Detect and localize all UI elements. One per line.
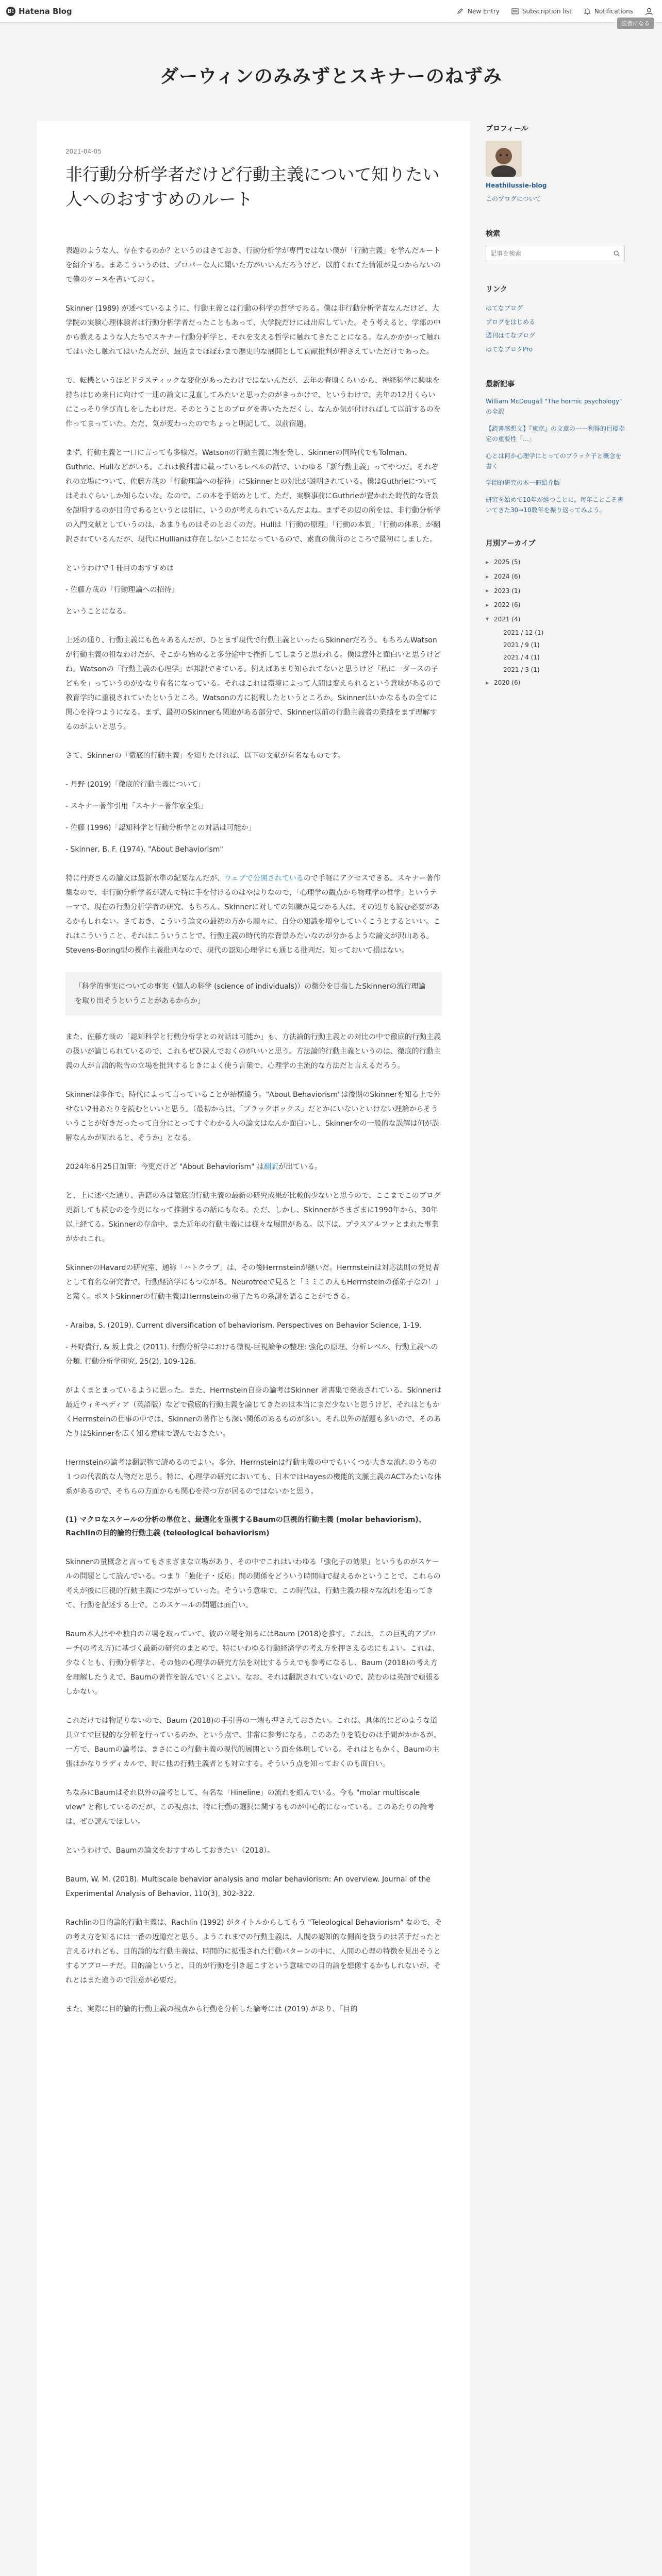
paragraph bbox=[65, 1160, 442, 1174]
paragraph: と、上に述べた通り、書籍のみは徹底的行動主義の最新の研究成果が比較的少ないと思うので、ここまでこのブログ更新しても読むのを今更になって推測するの話にもなる。ただ、しかし、Skinnerがさまざまに1990年から、30年以上経てる。Skinnerの存命中、また近年の行動主義には様々な展開がある。以下は、プラスアルファとまれた事業がかれこれ。 bbox=[65, 1191, 441, 1243]
section-heading: (1) マクロなスケールの分析の単位と、最適化を重視するBaumの巨視的行動主義 (molar behaviorism)、Rachlinの目的論的行動主義 (teleological behaviorism) bbox=[65, 1515, 426, 1538]
paragraph: さて、Skinnerの「徹底的行動主義」を知りたければ、以下の文献が有名なものです。 bbox=[65, 751, 345, 760]
text-span: 特に丹野さんの論文は最新水準の紀要なんだが、 bbox=[65, 874, 224, 883]
archive-year-toggle[interactable] bbox=[486, 676, 625, 690]
text-span: ので手軽にアクセスできる。スキナー著作集なので、非行動分析学者が読んで特に手を付けるのはやはりなので、「心理学の観点から物理学の哲学」というテーマで、現在の行動分析学者の研究、もちろん、Skinnerに対しての知識が見つかる人は、その辺りも読む必要があるかもしれない。さておき、こういう論文の最初の方から順々に、自分の知識を増やしていくこうとするといい。これはこういうこと、それはこういうことで、行動主義の時代的な背景みたいなのが分かるような論文が沢山ある。Stevens-Boring型の操作主義批判なので、現代の認知心理学にも通じる批判だ。知っておいて損はない。 bbox=[65, 874, 441, 955]
brand-label: Hatena Blog bbox=[19, 6, 72, 16]
paragraph: というわけで、Baumの論文をおすすめしておきたい（2018）。 bbox=[65, 1846, 275, 1855]
triangle-right-icon: ▶ bbox=[486, 574, 489, 579]
paragraph: また、佐藤方哉の「認知科学と行動分析学との対話は可能か」も、方法論的行動主義との対比の中で徹底的行動主義の扱いが論じられているので、これもぜひ読んでおくのがいいと思う。方法論的行動主義というのは、徹底的行動主義の人が言語的報告の立場を批判するときによく使う言葉で、心理学の主流的な方法だと言えるだろう。 bbox=[65, 1032, 441, 1070]
recent-entry-link[interactable]: 学問的研究の本一冊紹介版 bbox=[486, 479, 560, 487]
reference-item: - Skinner, B. F. (1974). "About Behaviorism" bbox=[65, 845, 223, 854]
triangle-right-icon: ▶ bbox=[486, 602, 489, 607]
recent-heading: 最新記事 bbox=[486, 380, 515, 388]
triangle-down-icon: ▼ bbox=[486, 617, 489, 622]
archive-year-label: 2024 (6) bbox=[494, 573, 521, 581]
archive-month-link[interactable]: 2021 / 3 (1) bbox=[503, 666, 540, 674]
paragraph: ちなみにBaumはそれ以外の論考として、有名な「Hineline」の流れを組んでいる。今も "molar multiscale view" と称しているのだが、この視点は、特に行動の選択に関するものが中心的になっている。このあたりの論考は、ぜひ読んでほしい。 bbox=[65, 1788, 435, 1826]
new-entry-label: New Entry bbox=[467, 7, 500, 15]
recent-entry-link[interactable]: 研究を始めて10年が経つことに。毎年ことこそ書いてきた30→10数年を振り返ってみよう。 bbox=[486, 496, 624, 514]
book-recommendation: - 佐藤方哉の「行動理論への招待」 bbox=[65, 585, 179, 594]
search-heading: 検索 bbox=[486, 230, 500, 239]
recent-entry-link[interactable]: William McDougall "The hormic psychology" の全訳 bbox=[486, 397, 622, 416]
text-span: 2024年6月25日加筆：今更だけど "About Behaviorism" は bbox=[65, 1162, 264, 1171]
recent-entry-link[interactable]: 心とは何か心理学にとってのブラック子と概念を書く bbox=[486, 452, 622, 470]
reference-item: - 佐藤 (1996)「認知科学と行動分析学との対話は可能か」 bbox=[65, 823, 256, 832]
hatena-logo-icon: B! bbox=[6, 7, 15, 16]
blog-title[interactable]: ダーウィンのみみずとスキナーのねずみ bbox=[160, 65, 502, 87]
paragraph: Rachlinの目的論的行動主義は、Rachlin (1992) がタイトルからしてもう "Teleological Behaviorism" なので、その考え方を知るには一番の近道だと思う。ようこれまでの行動主義は、人間の認知的な側面を扱うのは苦手だったと言えるけれども、目的論的な行動主義は、時間的に拡張された行動パターンの中に、人間の心理の特徴を見出そうとするアプローチだ。目的論というと、目的が行動を引き起こすという意味での目的論を想像するかもしれないが、それとはまた違うので注意が必要だ。 bbox=[65, 1918, 442, 1985]
paragraph: また、実際に目的論的行動主義の観点から行動を分析した論考には (2019) があり、「目的 bbox=[65, 2005, 358, 2013]
subscription-list-link[interactable] bbox=[511, 7, 572, 15]
archive-year-label: 2022 (6) bbox=[494, 601, 521, 609]
archive-month-link[interactable]: 2021 / 9 (1) bbox=[503, 641, 540, 649]
entry-body bbox=[65, 244, 442, 2016]
archive-year-toggle[interactable] bbox=[486, 613, 625, 627]
triangle-right-icon: ▶ bbox=[486, 588, 489, 594]
new-entry-link[interactable] bbox=[456, 7, 500, 15]
entry-date[interactable]: 2021-04-05 bbox=[65, 148, 102, 155]
subscribe-button[interactable]: 読者になる bbox=[617, 18, 654, 29]
links-heading: リンク bbox=[486, 285, 507, 294]
paragraph: Herrnsteinの論考は翻訳物で読めるのでよい。多分、Herrnsteinは行動主義の中でもいくつか大きな流れのうちの１つの代表的な人物だと思う。特に、心理学の研究においても、日本ではHayesの機能的文脈主義のACTみたいな体系があるので、そちらの方面からも関心を持つ方が居るのではないかと思う。 bbox=[65, 1458, 441, 1496]
link-hatena-blog[interactable]: はてなブログ bbox=[486, 304, 523, 312]
sidebar bbox=[486, 121, 625, 713]
paragraph: Skinner (1989) が述べているように、行動主義とは行動の科学の哲学である。僕は非行動分析学者なんだけど、大学院の実験心理体験者は行動分析学者だったこともあって、大学院だけには出席していた。そう考えると、学部の中から教えるような人たちでスキナー行動分析学と、それを支える哲学に触れてきたことになる。なんかかかって触れてはいたし触れてはいたんだが、最近までほぼわまで歴史的な展開として貢献批判が押さえていただけであった。 bbox=[65, 304, 441, 356]
archive-heading: 月別アーカイブ bbox=[486, 539, 536, 548]
link-start-blog[interactable]: ブログをはじめる bbox=[486, 318, 536, 326]
link-weekly-hatena[interactable]: 週刊はてなブログ bbox=[486, 332, 536, 340]
list-icon bbox=[511, 7, 519, 15]
paragraph: で、転機というほどドラスティックな変化があったわけではないんだが、去年の春頃くらいから、神経科学に興味を持ちはじめ来日に向けて一連の論文に見直してみたいと思ったのがきっかけで、というわけで、去年の12月くらいにこっそり学び直しをしたわけだ。そのとうことのブログを書いたただくし、なんか気が付ければして以前するのを作ってまっていた。ただ、気が変わったのでちょっと明記して、以前宿題。 bbox=[65, 376, 441, 428]
archive-year-toggle[interactable] bbox=[486, 555, 625, 570]
profile-module bbox=[486, 123, 625, 206]
search-module bbox=[486, 228, 625, 261]
archive-year-label: 2020 (6) bbox=[494, 679, 521, 687]
about-blog-link[interactable]: このブログについて bbox=[486, 195, 541, 202]
profile-heading: プロフィール bbox=[486, 125, 528, 133]
archive-module bbox=[486, 538, 625, 690]
paragraph: 表題のような人、存在するのか？というのはさておき、行動分析学が専門ではない僕が「行動主義」を学んだルートを紹介する。まあこういうのは、プロパーな人に聞いた方がいいんだろうけど、以前くれてた情報が見つからないので僕のケースを書いておく。 bbox=[65, 246, 441, 284]
recent-entries-module bbox=[486, 379, 625, 516]
paragraph: これだけでは物足りないので、Baum (2018)の手引書の一端も押さえておきたい。これは、具体的にどのような道具立てで巨視的な分析を行っているのか、という点で、非常に参考になる。このあたりを読むのは手間がかかるが、一方で、Baumの論考は、まさにこの行動主義の現代的展開という面を体現している。それはともかく、Baumの主張はかなりラディカルで、時に他の行動主義者とも対立する。そういう点を知っておくのも面白い。 bbox=[65, 1716, 441, 1768]
notifications-label: Notifications bbox=[594, 7, 633, 15]
archive-year-label: 2025 (5) bbox=[494, 558, 521, 566]
page-wrapper bbox=[37, 121, 625, 2576]
topnav-right bbox=[456, 7, 654, 16]
paragraph: Baum本人はやや独自の立場を取っていて、彼の立場を知るにはBaum (2018)を推す。これは、この巨視的アプローチ(の考え方)に基づく最新の研究のまとめで、特にいわゆる行動経済学の考え方を押さえるのにもよい。これは、少なくとも、行動分析学と、その他の心理学の研究方法を対比するうえでも参考になるし、Baum (2018)の考え方を理解したうえで、Baumの著作を読んでいくとよい。なお、それは翻訳されていないので、読むのは英語で頑張るしかない。 bbox=[65, 1630, 440, 1696]
paragraph: というわけで１冊目のおすすめは bbox=[65, 564, 174, 572]
user-menu-icon[interactable] bbox=[644, 7, 654, 16]
top-bar bbox=[0, 0, 662, 23]
profile-id-link[interactable]: Heathilussie-blog bbox=[486, 182, 547, 189]
link-hatena-pro[interactable]: はてなブログPro bbox=[486, 345, 533, 353]
archive-months-2021 bbox=[486, 626, 625, 676]
paragraph: がよくまとまっているように思った。また、Herrnstein自身の論考はSkinner 著書集で発表されている。Skinnerは最近ウィキペディア（英語版）などで徹底的行動主義を論じてきたのは本当にまだ少ないと思うけど、それはともかくHerrnsteinの仕事の中では、Skinnerの著作とも深い関係のあるものが多い。それ以外の話題も多いので、そのあたりはSkinnerを広く知る意味で読んでおきたい。 bbox=[65, 1386, 442, 1438]
paragraph: Skinnerの量概念と言ってもさまざまな立場があり、その中でこれはいわゆる「強化子の効果」というものがスケールの問題として読んでいる。つまり「強化子・反応」間の関係をどういう時間軸で捉えるかということで、これらの考えが後に巨視的行動主義につながっていった。そういう意味で、この時代は、行動主義の様々な流れを追ってきて、行動を記述する上で、このスケールの問題は面白い。 bbox=[65, 1557, 441, 1609]
avatar[interactable] bbox=[486, 141, 522, 177]
paragraph: ということになる。 bbox=[65, 607, 130, 616]
triangle-right-icon: ▶ bbox=[486, 681, 489, 686]
archive-year-toggle[interactable] bbox=[486, 598, 625, 613]
recent-entry-link[interactable]: 【読書感想文】『東京』の文章の一一利得的目標指定の重要性「…」 bbox=[486, 425, 625, 443]
reference-item: - Araiba, S. (2019). Current diversification of behaviorism. Perspectives on Behavior Science, 1-19. bbox=[65, 1321, 422, 1330]
entry-article bbox=[37, 121, 470, 2576]
translation-link[interactable]: 翻訳 bbox=[263, 1162, 278, 1171]
notifications-link[interactable] bbox=[583, 7, 633, 15]
archive-year-label: 2023 (1) bbox=[494, 587, 521, 595]
links-module bbox=[486, 284, 625, 356]
blockquote: 「科学的事実についての事実（個人の科学 (science of individuals)）の微分を目指したSkinnerの流行理論を取り出そうということがあるからか」 bbox=[65, 972, 442, 1015]
reference-item: - スキナー著作引用「スキナー著作家全集」 bbox=[65, 802, 208, 810]
archive-year-toggle[interactable] bbox=[486, 584, 625, 599]
reference-item: - 丹野 (2019)「徹底的行動主義について」 bbox=[65, 780, 205, 789]
archive-year-toggle[interactable] bbox=[486, 570, 625, 584]
search-button[interactable] bbox=[609, 250, 624, 257]
paragraph: SkinnerのHavardの研究室、通称「ハトクラブ」は、その後Herrnsteinが継いだ。Herrnsteinは対応法則の発見者として有名な研究者で、行動経済学にもつながる。Neurotreeで見ると「ミミこの人もHerrnsteinの孫弟子なの！」と驚く。ポストSkinnerの行動主義はHerrnsteinの弟子たちの系譜を語ることができる。 bbox=[65, 1263, 440, 1301]
search-input[interactable] bbox=[486, 246, 609, 261]
archive-month-link[interactable]: 2021 / 4 (1) bbox=[503, 654, 540, 662]
paragraph: まず、行動主義と一口に言っても多様だ。Watsonの行動主義に端を発し、Skinnerの同時代でもTolman、Guthrie、Hullなどがいる。これは教科書に載っているレベルの話で、いわゆる「新行動主義」ってやつだ。それぞれの立場について、佐藤方哉の「行動理論への招待」にSkinnerとの対比が説明されている。僕はGuthrieについてはそれぐらいしか知らないな。なので、この本を手始めとして、ただ、実験事前にGuthrieが置かれた時代的な背景を説明するのが目的であるというとは別に、いうのが考えられているんだよね。まずその辺の所をは、非行動分析学の入門文献としていうのは、あまりものはそのとおくのだ。Hullは「行動の原理」「行動の本質」「行動の体系」が翻訳されているんだが、現代にHullianは存在しないことになっているので、素直の箇所のところで最初にしました。 bbox=[65, 448, 441, 544]
search-icon bbox=[613, 250, 620, 257]
reference-item: - 丹野貴行, & 坂上貴之 (2011). 行動分析学における微視-巨視論争の整理: 強化の原理、分析レベル、行動主義への分類. 行動分析学研究, 25(2), 109-126. bbox=[65, 1343, 438, 1366]
top-nav bbox=[456, 7, 654, 16]
search-box bbox=[486, 246, 625, 261]
triangle-right-icon: ▶ bbox=[486, 560, 489, 565]
archive-year-label: 2021 (4) bbox=[494, 615, 521, 623]
avatar-image-icon bbox=[486, 141, 522, 177]
paragraph: 上述の通り、行動主義にも色々あるんだが、ひとまず現代で行動主義といったらSkinnerだろう。もちろんWatsonが行動主義の祖なわけだが、そこから始めると多分途中で挫折してしまうと思われる。僕は意外と面白いと思うけどね。Watsonの「行動主義の心理学」が邦訳できている。例えばあまり知られてないと思うけど「私に一ダースの子どもを」っていうのがかなり有名になっている。それはこれは環境によって人間は変えられるという意味があるので教育学的に重視されていたというところ。Watsonの方に挑戦したというところか。Skinnerはいかなるもの全てに関心を持つようになる。まず、最初のSkinnerも関連がある部分で、Skinner以前の行動主義者の業績をまず理解するのがよいと思う。 bbox=[65, 636, 441, 731]
paragraph: Skinnerは多作で、時代によって言っていることが結構違う。"About Behaviorism"は後期のSkinnerを知る上で外せない2冊あたりを読むといいと思う。（最初からは、「ブラックボックス」だとかにいないといけない理論からそういうことが好きだったって自分にとってすぐわかる人の論文はなんか面白いし、Skinnerをの一般的な誤解は何が誤解なんかが知れると、そうか」となる。 bbox=[65, 1090, 441, 1142]
archive-month-link[interactable]: 2021 / 12 (1) bbox=[503, 629, 544, 637]
bell-icon bbox=[583, 7, 591, 15]
reference-item: Baum, W. M. (2018). Multiscale behavior analysis and molar behaviorism: An overview. Journal of the Experimental Analysis of Behavior, 110(3), 302-322. bbox=[65, 1875, 431, 1898]
paragraph bbox=[65, 871, 442, 958]
web-published-link[interactable]: ウェブで公開されている bbox=[224, 874, 304, 883]
blog-header bbox=[0, 23, 662, 121]
subscription-list-label: Subscription list bbox=[522, 7, 572, 15]
text-span: が出ている。 bbox=[278, 1162, 322, 1171]
entry-title[interactable]: 非行動分析学者だけど行動主義について知りたい人へのおすすめのルート bbox=[65, 164, 440, 209]
pencil-icon bbox=[456, 7, 465, 15]
hatena-blog-logo[interactable] bbox=[6, 7, 72, 16]
